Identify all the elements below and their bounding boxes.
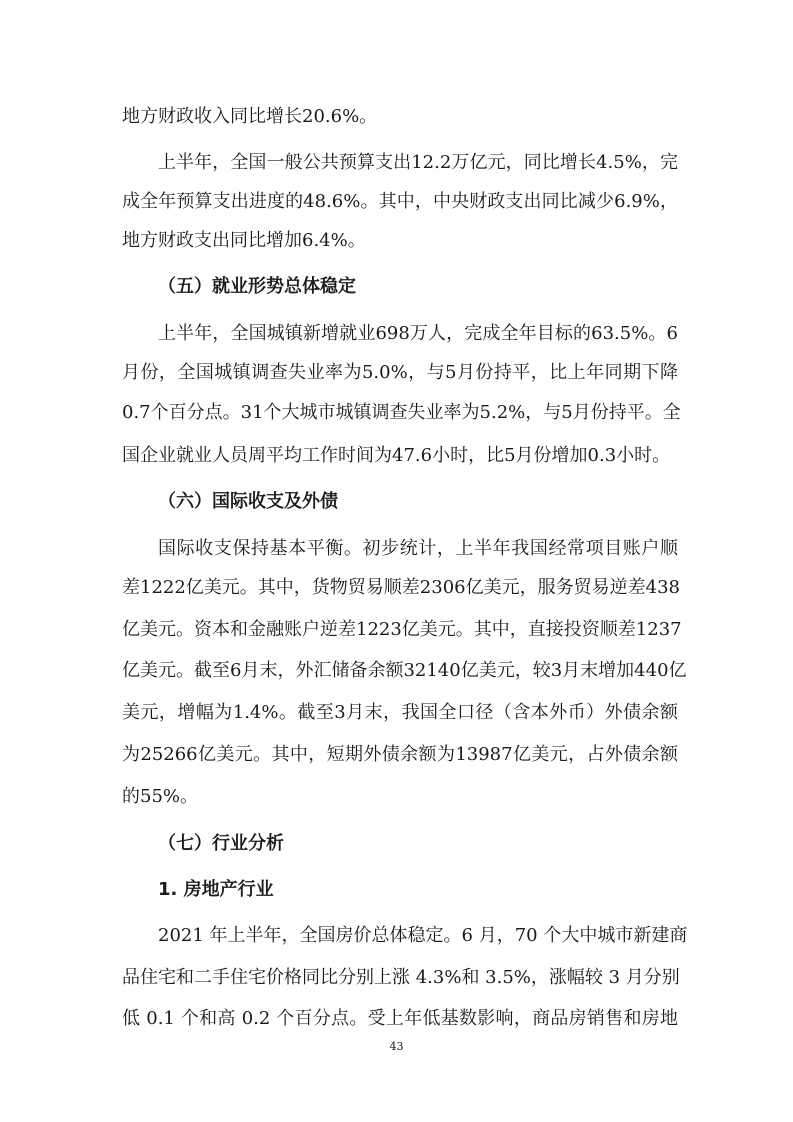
- body-text-line: 成全年预算支出进度的48.6%。其中，中央财政支出同比减少6.9%，: [122, 191, 678, 212]
- body-text-line: 月份，全国城镇调查失业率为5.0%，与5月份持平，比上年同期下降: [122, 362, 678, 383]
- body-text-line: 的55%。: [122, 786, 199, 807]
- page-number: 43: [389, 1040, 404, 1053]
- body-text-line: 国际收支保持基本平衡。初步统计，上半年我国经常项目账户顺: [158, 538, 678, 559]
- body-text-line: 上半年，全国一般公共预算支出12.2万亿元，同比增长4.5%，完: [158, 152, 678, 173]
- body-text-line: 低 0.1 个和高 0.2 个百分点。受上年低基数影响，商品房销售和房地: [122, 1008, 678, 1029]
- body-text-line: 为25266亿美元。其中，短期外债余额为13987亿美元，占外债余额: [122, 744, 678, 765]
- body-text-line: 亿美元。资本和金融账户逆差1223亿美元。其中，直接投资顺差1237: [122, 619, 682, 640]
- body-text-line: 0.7个百分点。31个大城市城镇调查失业率为5.2%，与5月份持平。全: [122, 402, 681, 423]
- body-text-line: 美元，增幅为1.4%。截至3月末，我国全口径（含本外币）外债余额: [122, 702, 678, 723]
- body-text-line: 国企业就业人员周平均工作时间为47.6小时，比5月份增加0.3小时。: [122, 445, 671, 466]
- body-text-line: 地方财政收入同比增长20.6%。: [122, 106, 378, 127]
- body-text-line: 品住宅和二手住宅价格同比分别上涨 4.3%和 3.5%，涨幅较 3 月分别: [122, 967, 680, 988]
- body-text-line: 地方财政支出同比增加6.4%。: [122, 230, 366, 251]
- body-text-line: 差1222亿美元。其中，货物贸易顺差2306亿美元，服务贸易逆差438: [122, 577, 680, 598]
- section-heading: （七）行业分析: [158, 833, 284, 854]
- section-heading: （六）国际收支及外债: [158, 491, 338, 512]
- body-text-line: 上半年，全国城镇新增就业698万人，完成全年目标的63.5%。6: [158, 323, 678, 344]
- body-text-line: 2021 年上半年，全国房价总体稳定。6 月，70 个大中城市新建商: [158, 925, 688, 946]
- body-text-line: 亿美元。截至6月末，外汇储备余额32140亿美元，较3月末增加440亿: [122, 660, 687, 681]
- subsection-heading: 1. 房地产行业: [158, 879, 274, 900]
- section-heading: （五）就业形势总体稳定: [158, 276, 356, 297]
